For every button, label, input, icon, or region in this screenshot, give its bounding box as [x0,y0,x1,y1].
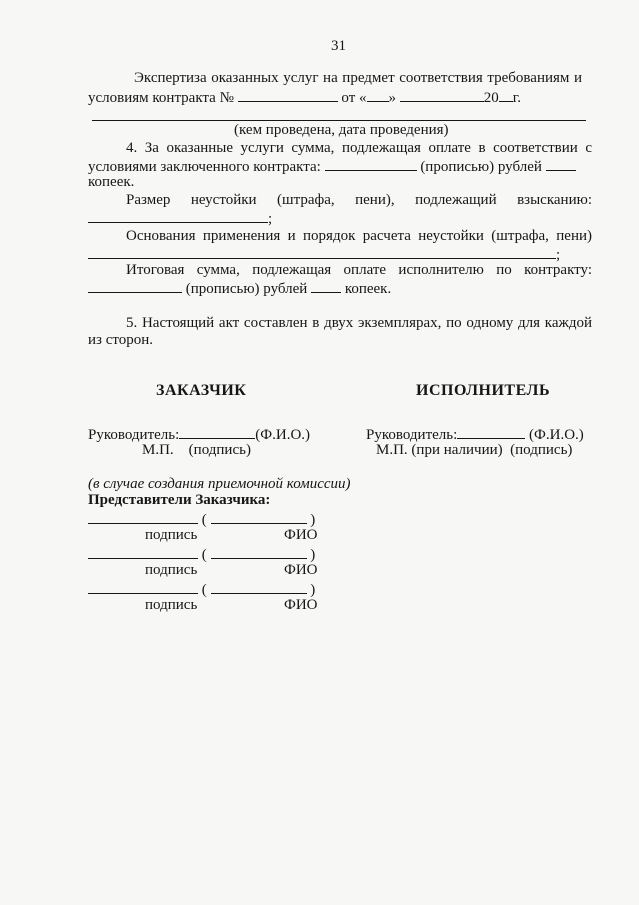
contractor-signature-blank [457,425,525,439]
customer-stamp-line: М.П. (подпись) [142,442,251,458]
total-line-2: (прописью) рублей копеек. [88,279,391,298]
total-kopeck-blank [311,279,341,293]
month-blank [400,88,484,102]
rep1-signature-blank [88,510,198,524]
rep1-fio-label: ФИО [284,527,318,543]
commission-title: Представители Заказчика: [88,492,271,508]
rep1-fio-blank [211,510,307,524]
penalty-line-2: ; [88,209,272,228]
total-amount-blank [88,279,182,293]
amount-blank [325,157,417,171]
item4-line-2: условиями заключенного контракта: (прописью) рублей [88,157,576,176]
rep2-fio-label: ФИО [284,562,318,578]
penalty-line-1: Размер неустойки (штрафа, пени), подлежащий взысканию: [126,192,592,208]
expertise-line-2: условиям контракта № от « » 20 г. [88,90,521,106]
total-line-1: Итоговая сумма, подлежащая оплате исполнителю по контракту: [126,262,592,278]
rep2-fio-blank [211,545,307,559]
customer-signature-blank [179,425,255,439]
penalty-amount-blank [88,209,268,223]
rep2-signature-blank [88,545,198,559]
basis-blank [88,245,556,259]
contractor-heading: ИСПОЛНИТЕЛЬ [416,382,551,399]
item4-line-3: копеек. [88,174,135,190]
expertise-performer-line [92,120,586,121]
contractor-stamp-line: М.П. (при наличии) (подпись) [376,442,573,458]
expertise-caption: (кем проведена, дата проведения) [234,122,449,138]
item5-line-1: 5. Настоящий акт составлен в двух экземплярах, по одному для каждой [126,315,592,331]
customer-heading: ЗАКАЗЧИК [156,382,247,399]
rep1-sign-label: подпись [145,527,198,543]
basis-line-2: ; [88,245,560,264]
rep3-signature-blank [88,580,198,594]
commission-note: (в случае создания приемочной комиссии) [88,476,351,492]
rep3-fio-label: ФИО [284,597,318,613]
customer-head-line: Руководитель: (Ф.И.О.) [88,427,311,443]
kopeck-blank [546,157,576,171]
rep3-sign-label: подпись [145,597,198,613]
year-blank [499,88,513,102]
contract-number-blank [238,88,338,102]
expertise-line-1: Экспертиза оказанных услуг на предмет соответствия требованиям и [134,70,582,86]
item5-line-2: из сторон. [88,332,153,348]
contractor-head-line: Руководитель: (Ф.И.О.) [366,427,584,443]
representative-3-sign-row: ( ) [88,580,315,599]
rep2-sign-label: подпись [145,562,198,578]
day-blank [367,88,389,102]
rep3-fio-blank [211,580,307,594]
basis-line-1: Основания применения и порядок расчета неустойки (штрафа, пени) [126,228,592,244]
representative-1-sign-row: ( ) [88,510,315,529]
item4-line-1: 4. За оказанные услуги сумма, подлежащая оплате в соответствии с [126,140,592,156]
page-number: 31 [331,38,346,54]
representative-2-sign-row: ( ) [88,545,315,564]
